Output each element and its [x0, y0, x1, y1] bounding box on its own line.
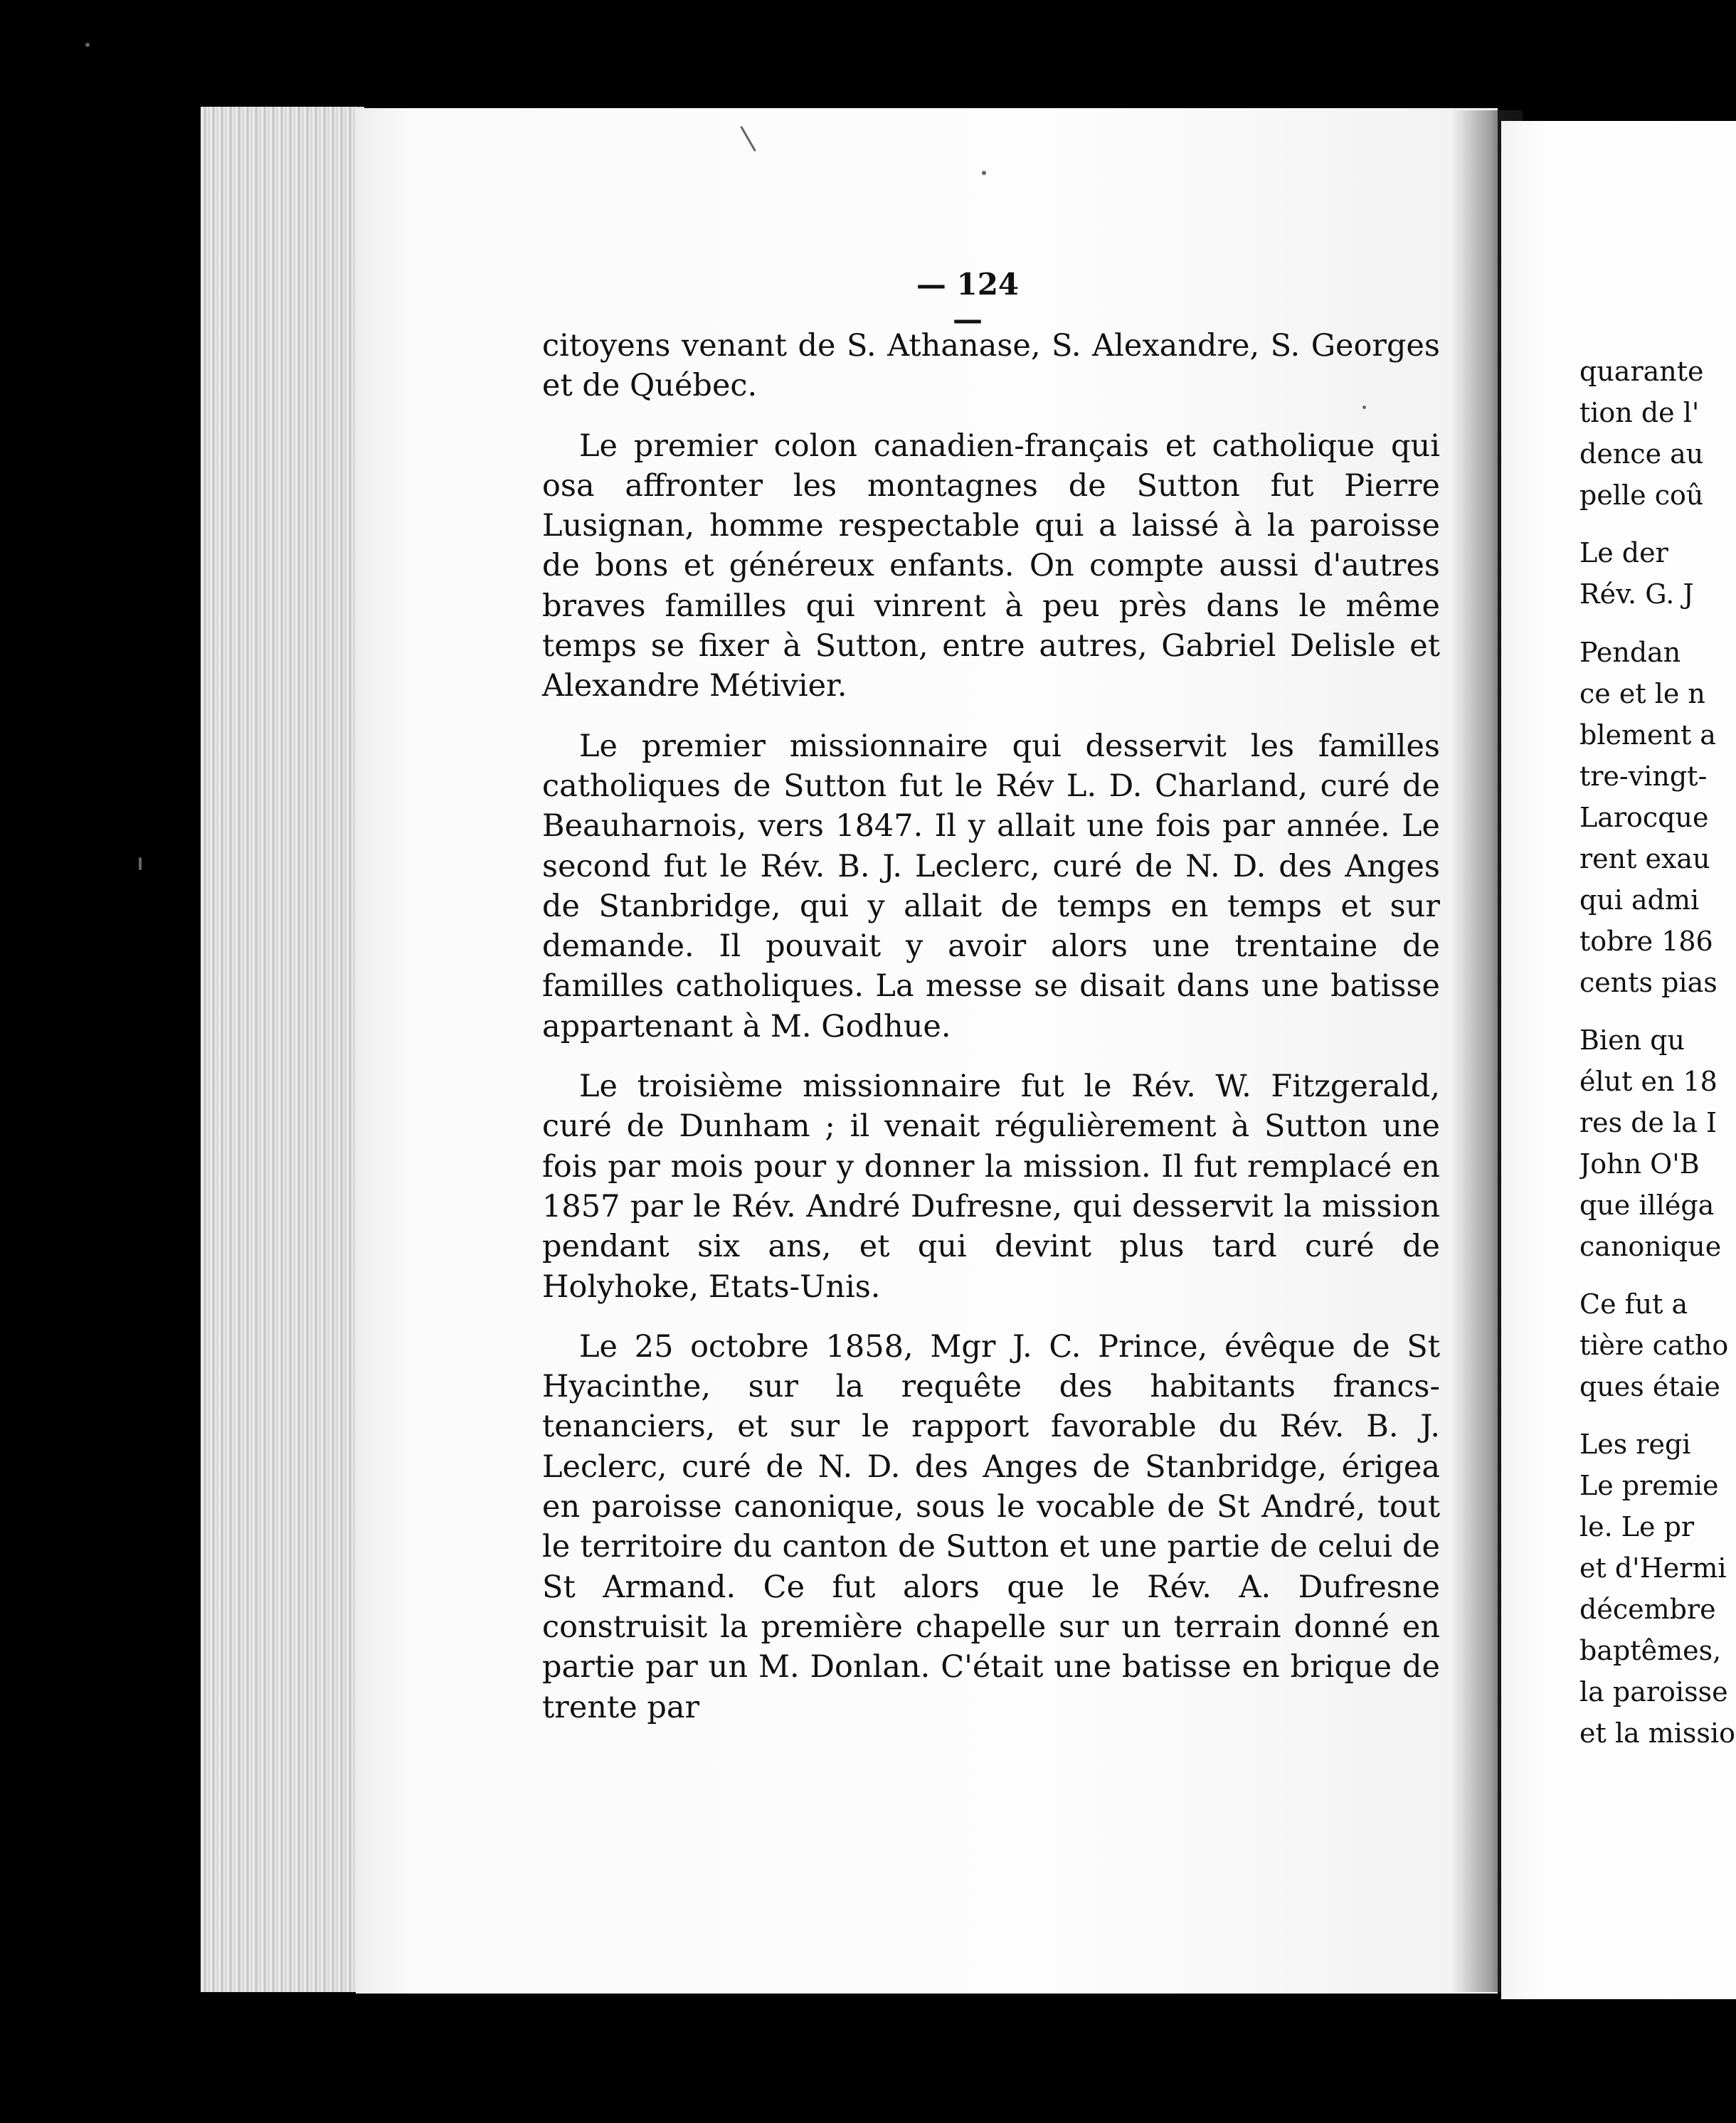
- right-line: tière catho: [1579, 1330, 1729, 1361]
- paragraph: Le troisième missionnaire fut le Rév. W. Fitzgerald, curé de Dunham ; il venait régulièrement à Sutton une fois par mois pour y donner la mission. Il fut remplacé en 1857 par le Rév. André Dufresne, qui desservit la mission pendant six ans, et qui devint plus tard curé de Holyhoke, Etats-Unis.: [542, 1069, 1440, 1305]
- speck-mark: [139, 857, 142, 870]
- right-line: Le der: [1579, 537, 1668, 568]
- right-line: Pendan: [1579, 637, 1681, 668]
- right-line: Rév. G. J: [1579, 578, 1694, 610]
- right-line: baptêmes,: [1579, 1635, 1722, 1666]
- right-line: quarante: [1579, 356, 1704, 387]
- right-line: canonique: [1579, 1231, 1722, 1262]
- paragraph: citoyens venant de S. Athanase, S. Alexandre, S. Georges et de Québec.: [542, 328, 1440, 404]
- right-line: tre-vingt-: [1579, 761, 1708, 792]
- right-line: et la missio: [1579, 1717, 1735, 1749]
- right-line: élut en 18: [1579, 1066, 1718, 1097]
- right-line: dence au: [1579, 438, 1704, 470]
- right-line: tobre 186: [1579, 926, 1713, 957]
- paragraph: Le premier colon canadien-français et catholique qui osa affronter les montagnes de Sutton fut Pierre Lusignan, homme respectable qui a laissé à la paroisse de bons et généreux enfants. On compte aussi d'autres braves familles qui vinrent à peu près dans le même temps se fixer à Sutton, entre autres, Gabriel Delisle et Alexandre Métivier.: [542, 428, 1440, 704]
- right-line: que illéga: [1579, 1190, 1715, 1221]
- right-line: Ce fut a: [1579, 1288, 1688, 1320]
- right-line: Le premie: [1579, 1470, 1719, 1501]
- right-line: Les regi: [1579, 1429, 1691, 1460]
- right-line: qui admi: [1579, 884, 1700, 916]
- left-page-text: [542, 256, 1440, 1727]
- paragraph: Le premier missionnaire qui desservit les familles catholiques de Sutton fut le Rév L. D. Charland, curé de Beauharnois, vers 1847. Il y allait une fois par année. Le second fut le Rév. B. J. Leclerc, curé de N. D. des Anges de Stanbridge, qui y allait de temps en temps et sur demande. Il pouvait y avoir alors une trentaine de familles catholiques. La messe se disait dans une batisse appartenant à M. Godhue.: [542, 728, 1440, 1044]
- right-line: John O'B: [1579, 1148, 1700, 1180]
- right-line: la paroisse: [1579, 1676, 1728, 1708]
- right-line: cents pias: [1579, 967, 1718, 998]
- right-line: décembre: [1579, 1594, 1716, 1625]
- speck-mark: [982, 171, 986, 175]
- right-line: res de la I: [1579, 1107, 1718, 1138]
- right-line: pelle coû: [1579, 480, 1704, 511]
- paragraph: Le 25 octobre 1858, Mgr J. C. Prince, évêque de St Hyacinthe, sur la requête des habitants francs-tenanciers, et sur le rapport favorable du Rév. B. J. Leclerc, curé de N. D. des Anges de Stanbridge, érigea en paroisse canonique, sous le vocable de St André, tout le territoire du canton de Sutton et une partie de celui de St Armand. Ce fut alors que le Rév. A. Dufresne construisit la première chapelle sur un terrain donné en partie par un M. Donlan. C'était une batisse en brique de trente par: [542, 1328, 1440, 1725]
- right-page-text: [1579, 0, 1736, 2123]
- right-line: et d'Hermi: [1579, 1552, 1727, 1584]
- right-line: Larocque: [1579, 802, 1709, 833]
- right-line: rent exau: [1579, 843, 1710, 874]
- speck-mark: [85, 43, 90, 47]
- right-line: le. Le pr: [1579, 1511, 1695, 1542]
- right-line: Bien qu: [1579, 1025, 1685, 1056]
- page-number: — 124 —: [916, 267, 1020, 337]
- right-line: ce et le n: [1579, 678, 1705, 709]
- right-line: ques étaie: [1579, 1371, 1720, 1402]
- right-line: tion de l': [1579, 397, 1700, 428]
- page-edge-stack: [201, 107, 364, 1992]
- right-line: blement a: [1579, 719, 1716, 751]
